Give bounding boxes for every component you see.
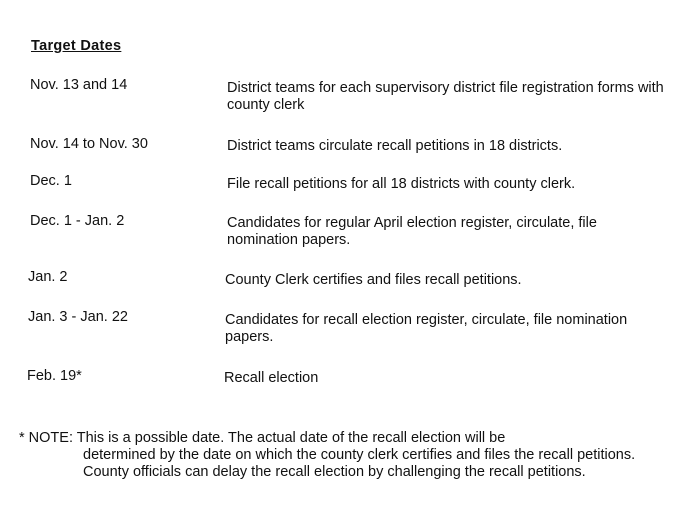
footnote-first-line <box>19 430 659 447</box>
schedule-date: Jan. 3 - Jan. 22 <box>28 309 128 325</box>
schedule-date: Jan. 2 <box>28 269 68 285</box>
schedule-event: District teams for each supervisory district file registration forms with county clerk <box>227 80 664 113</box>
schedule-date: Nov. 14 to Nov. 30 <box>30 136 148 152</box>
footnote-continuation: determined by the date on which the county clerk certifies and files the recall petitions. County officials can delay the recall election by challenging the recall petitions. <box>83 447 636 480</box>
schedule-event: District teams circulate recall petitions in 18 districts. <box>227 138 563 154</box>
schedule-date: Nov. 13 and 14 <box>30 77 128 93</box>
schedule-event: County Clerk certifies and files recall petitions. <box>225 272 522 288</box>
schedule-event: Recall election <box>224 370 319 386</box>
schedule-date: Dec. 1 - Jan. 2 <box>30 213 125 229</box>
schedule-event: Candidates for recall election register, circulate, file nomination papers. <box>225 312 628 345</box>
schedule-date: Feb. 19* <box>27 368 82 384</box>
footnote <box>19 430 659 481</box>
schedule-date: Dec. 1 <box>30 173 72 189</box>
page-title: Target Dates <box>31 38 122 54</box>
footnote-label: * NOTE: <box>19 430 73 446</box>
schedule-event: File recall petitions for all 18 districts with county clerk. <box>227 176 576 192</box>
footnote-first-text: This is a possible date. The actual date of the recall election will be <box>76 430 506 446</box>
schedule-event: Candidates for regular April election register, circulate, file nomination papers. <box>227 215 597 248</box>
